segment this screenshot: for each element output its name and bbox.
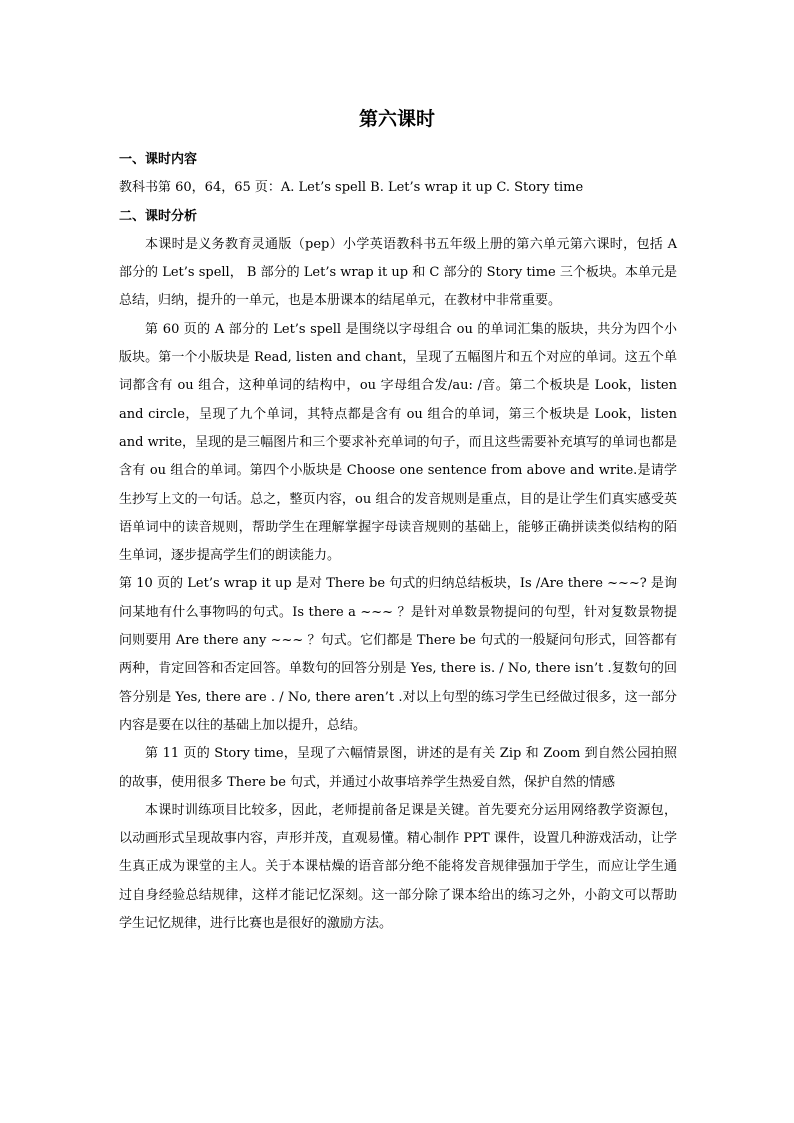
document-body: [119, 146, 677, 938]
analysis-paragraph-story: 第 11 页的 Story time，呈现了六幅情景图，讲述的是有关 Zip 和 Zoom 到自然公园拍照的故事，使用很多 There be 句式，并通过小故事培养学生热爱自然，保护自然的情感: [119, 746, 677, 790]
analysis-paragraph-spell: 第 60 页的 A 部分的 Let’s spell 是围绕以字母组合 ou 的单词汇集的版块，共分为四个小版块。第一个小版块是 Read, listen and chant，呈现了五幅图片和五个对应的单词。这五个单词都含有 ou 组合，这种单词的结构中，ou 字母组合发/au: /音。第二个板块是 Look，listen and circle，呈现了九个单词，其特点都是含有 ou 组合的单词，第三个板块是 Look，listen and write，呈现的是三幅图片和三个要求补充单词的句子，而且这些需要补充填写的单词也都是含有 ou 组合的单词。第四个小版块是 Choose one sentence from above and write.是请学生抄写上文的一句话。总之，整页内容，ou 组合的发音规则是重点，目的是让学生们真实感受英语单词中的读音规则，帮助学生在理解掌握字母读音规则的基础上，能够正确拼读类似结构的陌生单词，逐步提高学生们的朗读能力。: [119, 321, 677, 564]
section-heading-content: 一、课时内容: [119, 152, 198, 167]
analysis-paragraph-teaching: 本课时训练项目比较多，因此，老师提前备足课是关键。首先要充分运用网络教学资源包，以动画形式呈现故事内容，声形并茂，直观易懂。精心制作 PPT 课件，设置几种游戏活动，让学生真正成为课堂的主人。关于本课枯燥的语音部分绝不能将发音规律强加于学生，而应让学生通过自身经验总结规律，这样才能记忆深刻。这一部分除了课本给出的练习之外，小韵文可以帮助学生记忆规律，进行比赛也是很好的激励方法。: [119, 802, 677, 932]
analysis-paragraph-intro: 本课时是义务教育灵通版（pep）小学英语教科书五年级上册的第六单元第六课时，包括 A 部分的 Let’s spell， B 部分的 Let’s wrap it up 和 C 部分的 Story time 三个板块。本单元是总结，归纳，提升的一单元，也是本册课本的结尾单元，在教材中非常重要。: [119, 236, 677, 309]
analysis-paragraph-wrap-up: 第 10 页的 Let’s wrap it up 是对 There be 句式的归纳总结板块，Is /Are there ~~~? 是询问某地有什么事物吗的句式。Is there a ~~~ ？是针对单数景物提问的句型，针对复数景物提问则要用 Are there any ~~~ ？句式。它们都是 There be 句式的一般疑问句形式，回答都有两种，肯定回答和否定回答。单数句的回答分别是 Yes, there is. / No, there isn’t .复数句的回答分别是 Yes, there are . / No, there aren’t .对以上句型的练习学生已经做过很多，这一部分内容是要在以往的基础上加以提升，总结。: [119, 576, 677, 733]
section-content-text: 教科书第 60，64，65 页：A. Let’s spell B. Let’s wrap it up C. Story time: [119, 180, 584, 196]
section-heading-analysis: 二、课时分析: [119, 208, 198, 224]
page-title: 第六课时: [358, 108, 435, 130]
